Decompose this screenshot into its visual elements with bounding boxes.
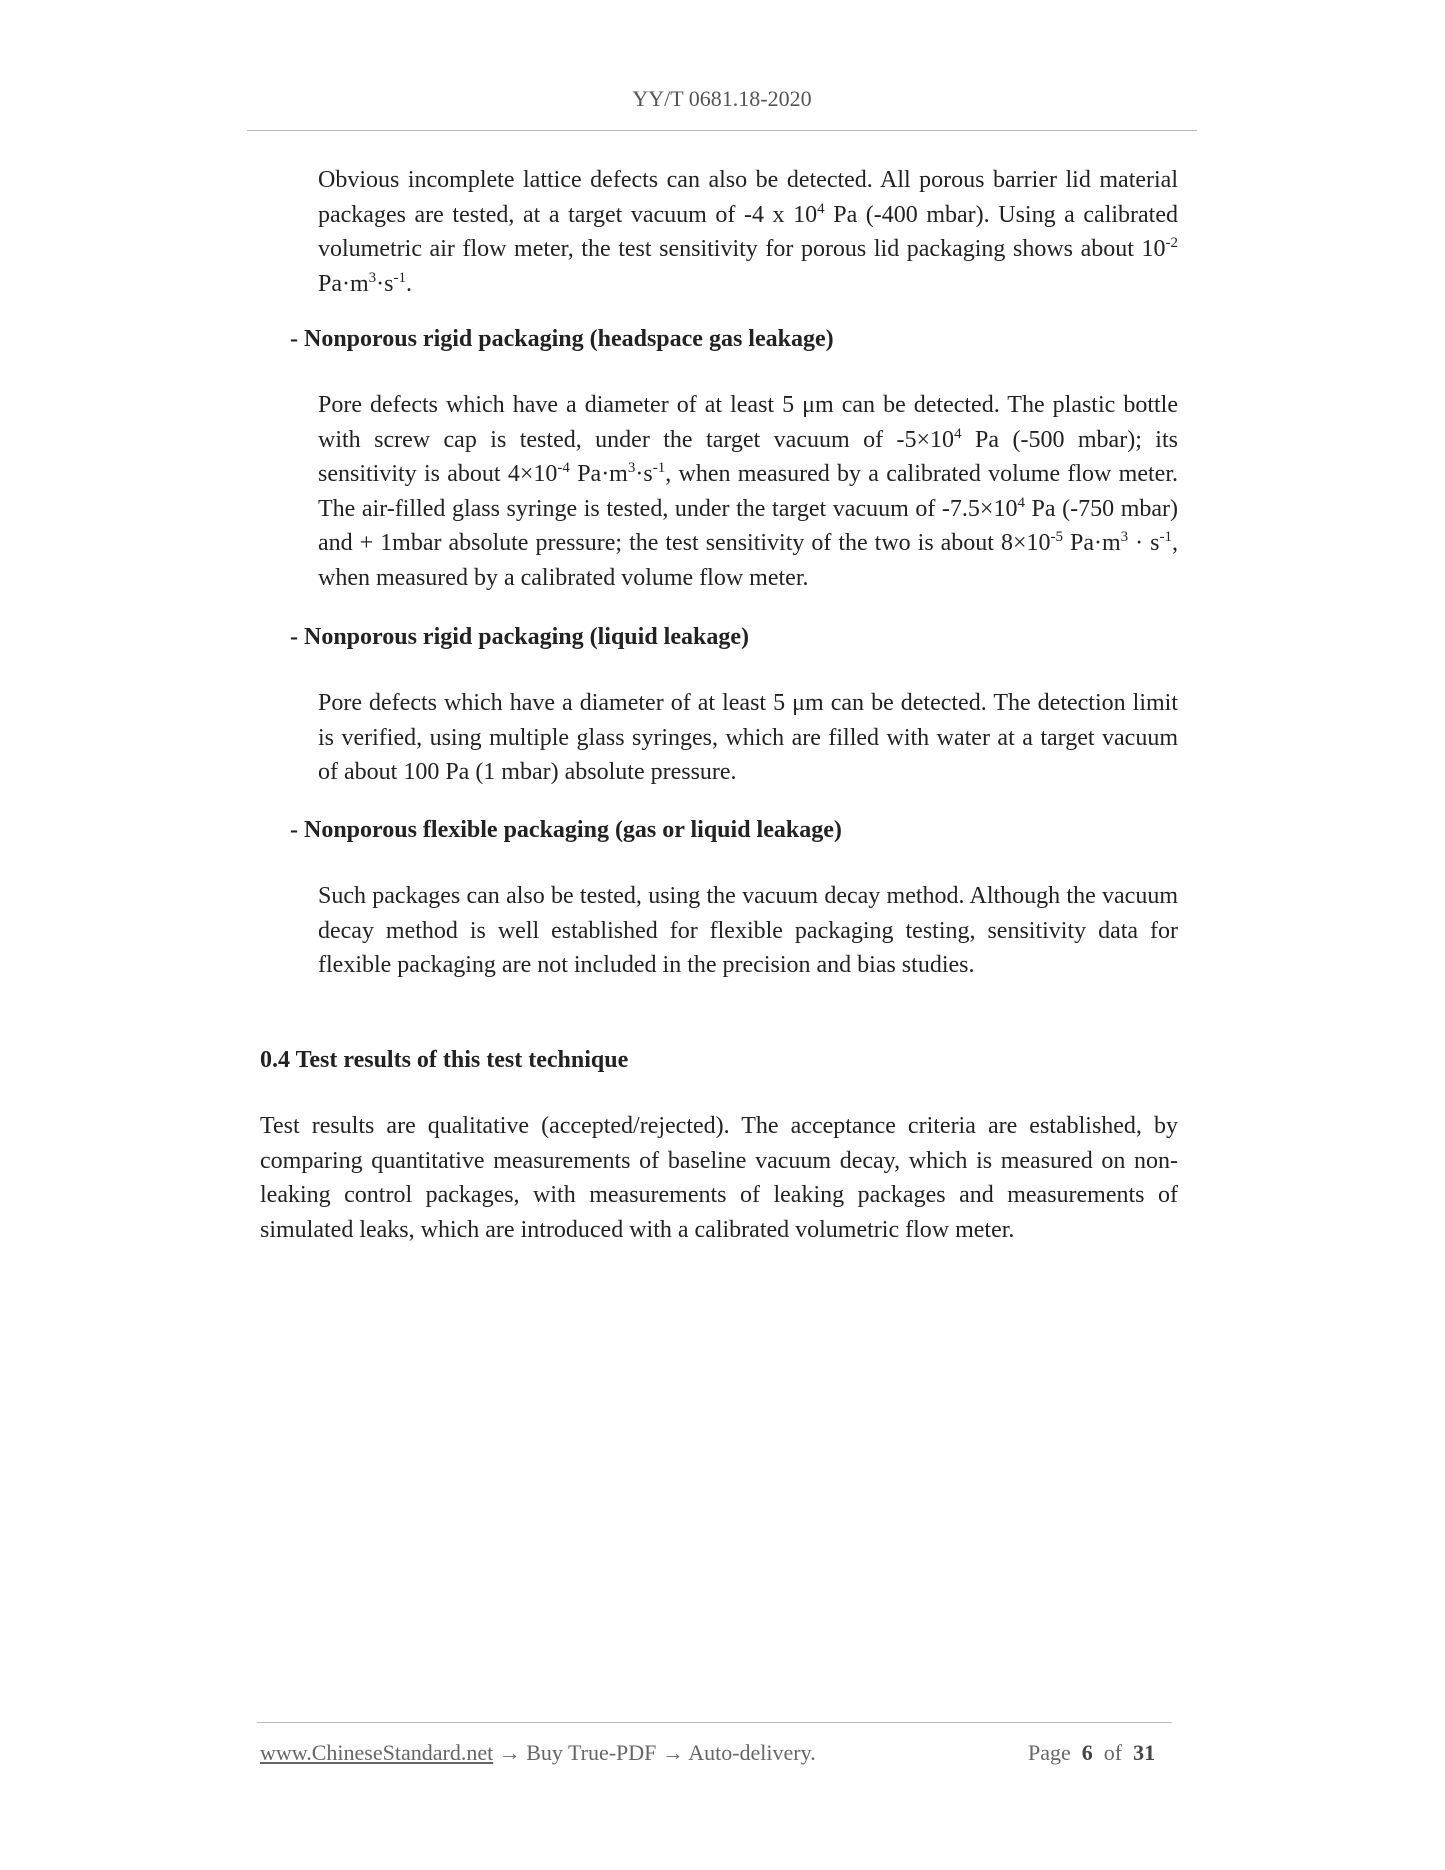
p2-text-5: , when measured by a calibrated volume flow meter. The air-filled glass syringe is tested, under the target vacuum of -7.5×10 bbox=[318, 461, 1178, 522]
p1-exp-1: 4 bbox=[817, 200, 825, 217]
heading-liquid-leakage: - Nonporous rigid packaging (liquid leakage) bbox=[290, 624, 749, 650]
chinesestandard-link[interactable]: www.ChineseStandard.net bbox=[260, 1740, 494, 1765]
p2-text-4: ·s bbox=[635, 461, 653, 487]
p2-text-9: , when measured by a calibrated volume flow meter. bbox=[318, 530, 1178, 591]
document-code-header: YY/T 0681.18-2020 bbox=[632, 86, 812, 111]
p2-text-8: · s bbox=[1128, 530, 1160, 556]
paragraph-test-results: Test results are qualitative (accepted/rejected). The acceptance criteria are established, by comparing quantitative measurements of baseline vacuum decay, which is measured on non-leaking control packages, with measurements of leaking packages and measurements of simulated leaks, which are introduced with a calibrated volumetric flow meter. bbox=[260, 1113, 1178, 1243]
p2-exp-5: 4 bbox=[1017, 494, 1025, 511]
paragraph-porous-lid bbox=[318, 163, 1178, 301]
heading-headspace-gas-leakage: - Nonporous rigid packaging (headspace gas leakage) bbox=[290, 326, 834, 352]
arrow-icon: → bbox=[493, 1740, 527, 1765]
page-number: 6 bbox=[1081, 1740, 1093, 1765]
footer-divider bbox=[257, 1722, 1172, 1723]
p2-text-6: Pa (-750 mbar) and + 1mbar absolute pressure; the test sensitivity of the two is about 8×10 bbox=[318, 495, 1178, 556]
p2-text-2: Pa (-500 mbar); its sensitivity is about 4×10 bbox=[318, 426, 1178, 487]
heading-flexible-packaging: - Nonporous flexible packaging (gas or liquid leakage) bbox=[290, 817, 842, 843]
p2-text-1: Pore defects which have a diameter of at least 5 μm can be detected. The plastic bottle with screw cap is tested, under the target vacuum of -5×10 bbox=[318, 392, 1178, 453]
p1-text-1: Obvious incomplete lattice defects can also be detected. All porous barrier lid material packages are tested, at a target vacuum of -4 x 10 bbox=[318, 167, 1178, 228]
p2-exp-1: 4 bbox=[954, 425, 962, 442]
paragraph-liquid-leakage: Pore defects which have a diameter of at least 5 μm can be detected. The detection limit is verified, using multiple glass syringes, which are filled with water at a target vacuum of about 100 Pa (1 mbar) absolute pressure. bbox=[318, 690, 1178, 785]
buy-true-pdf-text: Buy True-PDF bbox=[526, 1740, 657, 1765]
page-indicator bbox=[1028, 1740, 1155, 1766]
p2-exp-7: 3 bbox=[1120, 529, 1129, 545]
p1-text-5: . bbox=[406, 270, 413, 297]
header-divider bbox=[247, 130, 1197, 131]
p1-text-3: Pa·m bbox=[318, 270, 369, 297]
paragraph-headspace-gas-leakage bbox=[318, 388, 1178, 595]
p1-text-2: Pa (-400 mbar). Using a calibrated volumetric air flow meter, the test sensitivity for porous lid packaging shows about 10 bbox=[318, 201, 1178, 262]
p1-exp-2: -2 bbox=[1165, 235, 1178, 251]
arrow-icon: → bbox=[656, 1740, 689, 1765]
of-label: of bbox=[1103, 1740, 1123, 1765]
p2-exp-6: -5 bbox=[1050, 529, 1063, 545]
page-total: 31 bbox=[1133, 1740, 1156, 1765]
p1-text-4: ·s bbox=[376, 270, 394, 297]
auto-delivery-text: Auto-delivery. bbox=[688, 1740, 816, 1765]
page-label: Page bbox=[1028, 1740, 1071, 1765]
p1-exp-4: -1 bbox=[393, 269, 407, 286]
p2-text-7: Pa·m bbox=[1063, 530, 1121, 556]
p1-exp-3: 3 bbox=[368, 269, 377, 286]
p2-exp-4: -1 bbox=[652, 460, 666, 476]
p2-exp-2: -4 bbox=[557, 460, 570, 476]
section-heading-test-results: 0.4 Test results of this test technique bbox=[260, 1047, 629, 1073]
p2-exp-3: 3 bbox=[627, 460, 636, 476]
paragraph-flexible-packaging: Such packages can also be tested, using the vacuum decay method. Although the vacuum decay method is well established for flexible packaging testing, sensitivity data for flexible packaging are not included in the precision and bias studies. bbox=[318, 883, 1178, 978]
footer-links bbox=[260, 1740, 816, 1766]
p2-exp-8: -1 bbox=[1159, 529, 1172, 545]
p2-text-3: Pa·m bbox=[569, 461, 628, 487]
